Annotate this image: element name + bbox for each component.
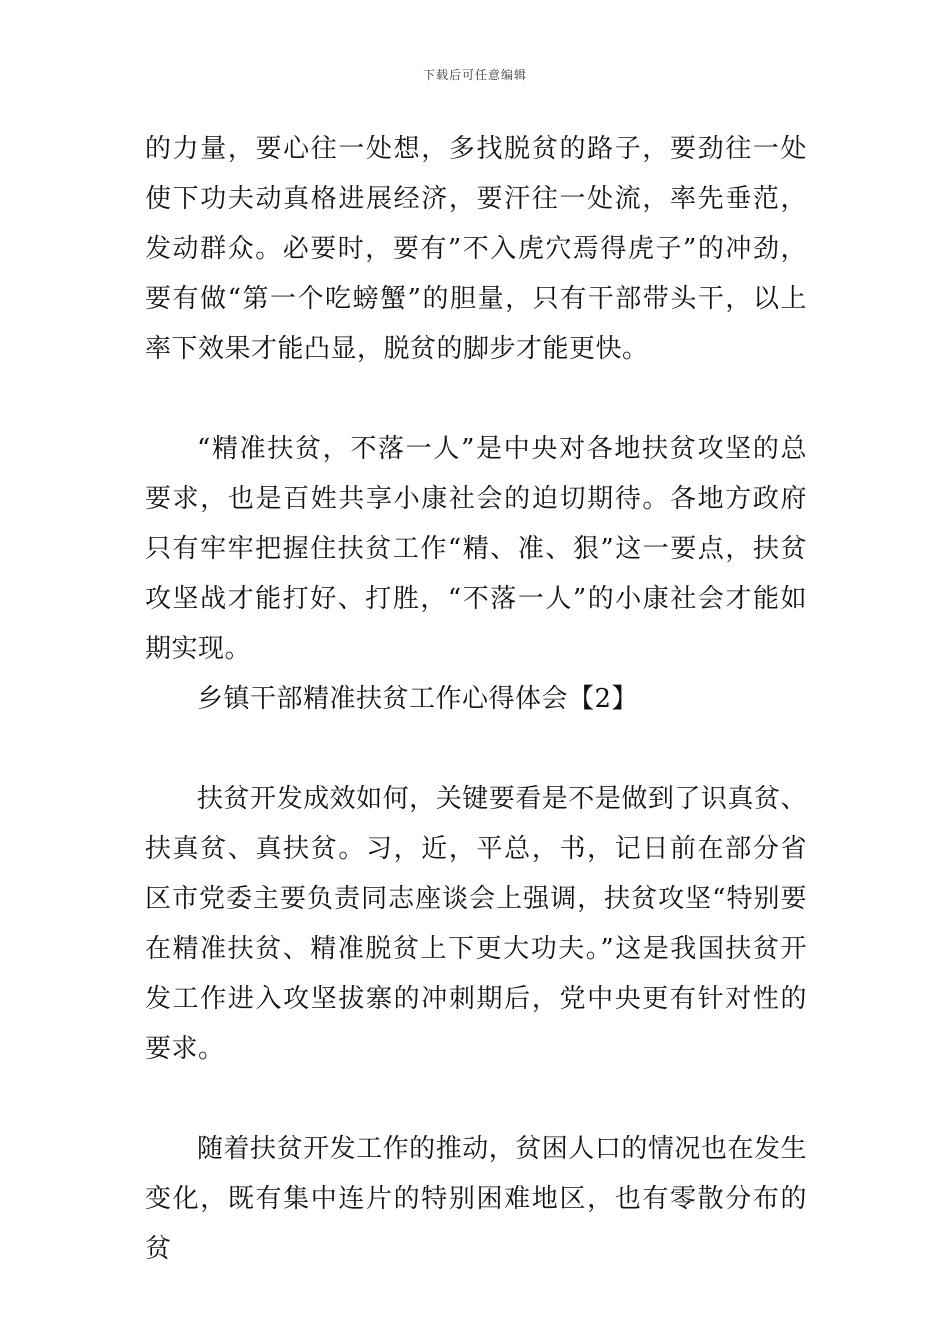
document-body xyxy=(145,124,807,1274)
paragraph-precise-poverty: “精准扶贫，不落一人”是中央对各地扶贫攻坚的总要求，也是百姓共享小康社会的迫切期待。各地方政府只有牢牢把握住扶贫工作“精、准、狠”这一要点，扶贫攻坚战才能打好、打胜，“不落一人”的小康社会才能如期实现。 xyxy=(145,434,807,664)
paragraph-continuation: 的力量，要心往一处想，多找脱贫的路子，要劲往一处使下功夫动真格进展经济，要汗往一处流，率先垂范，发动群众。必要时，要有”不入虎穴焉得虎子”的冲劲，要有做“第一个吃螃蟹”的胆量，只有干部带头干，以上率下效果才能凸显，脱贫的脚步才能更快。 xyxy=(145,134,807,364)
paragraph-changes: 随着扶贫开发工作的推动，贫困人口的情况也在发生变化，既有集中连片的特别困难地区，也有零散分布的贫 xyxy=(145,1134,807,1264)
section-heading: 乡镇干部精准扶贫工作心得体会【2】 xyxy=(197,684,639,714)
paragraph-effectiveness: 扶贫开发成效如何，关键要看是不是做到了识真贫、扶真贫、真扶贫。习，近，平总，书，记日前在部分省区市党委主要负责同志座谈会上强调，扶贫攻坚“特别要在精准扶贫、精准脱贫上下更大功夫。”这是我国扶贫开发工作进入攻坚拔寨的冲刺期后，党中央更有针对性的要求。 xyxy=(145,784,807,1064)
page-header-note: 下载后可任意编辑 xyxy=(422,68,527,82)
